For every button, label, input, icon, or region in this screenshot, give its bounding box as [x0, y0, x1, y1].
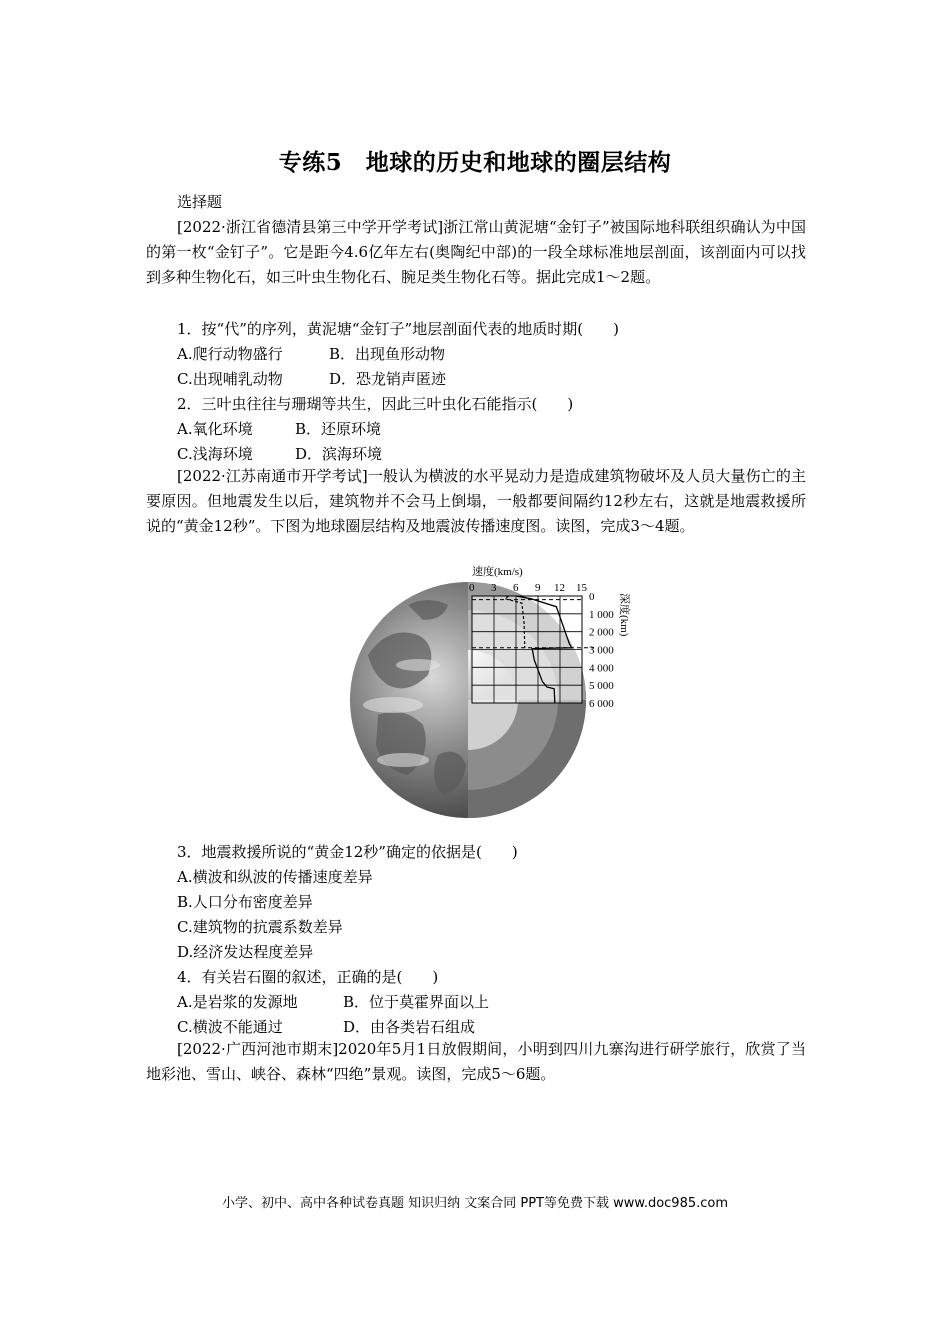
question-1-options-row-1 [177, 343, 446, 364]
question-1-options-row-2 [177, 368, 447, 389]
option-2a: A.氧化环境 [177, 420, 253, 438]
section-heading: 选择题 [177, 193, 223, 211]
option-4a: A.是岩浆的发源地 [177, 993, 298, 1011]
question-3-stem: 3．地震救援所说的“黄金12秒”确定的依据是( ) [177, 843, 518, 861]
option-3d: D.经济发达程度差异 [177, 943, 314, 961]
option-4c: C.横波不能通过 [177, 1018, 283, 1036]
question-4-options-row-1 [177, 991, 490, 1012]
depth-tick-label: 3 000 [589, 644, 614, 657]
depth-tick-label: 0 [589, 591, 595, 603]
depth-tick-label: 5 000 [589, 680, 614, 693]
depth-tick-label: 2 000 [589, 626, 614, 639]
velocity-chart [472, 596, 594, 703]
depth-tick-label: 4 000 [589, 662, 614, 675]
depth-axis-label: 深度(km) [618, 593, 630, 637]
option-2b: B．还原环境 [295, 420, 382, 438]
depth-ticks [589, 591, 614, 710]
option-1c: C.出现哺乳动物 [177, 370, 283, 388]
speed-tick-label: 0 [469, 582, 475, 594]
speed-tick-label: 15 [576, 582, 587, 594]
speed-tick-label: 6 [513, 582, 519, 594]
option-1a: A.爬行动物盛行 [177, 345, 283, 363]
passage-3: [2022·广西河池市期末]2020年5月1日放假期间，小明到四川九寨沟进行研学旅行，欣赏了当地彩池、雪山、峡谷、森林“四绝”景观。读图，完成5～6题。 [146, 1040, 806, 1083]
question-1-stem: 1．按“代”的序列，黄泥塘“金钉子”地层剖面代表的地质时期( ) [177, 320, 619, 338]
question-2-stem: 2．三叶虫往往与珊瑚等共生，因此三叶虫化石能指示( ) [177, 395, 574, 413]
option-3c: C.建筑物的抗震系数差异 [177, 918, 343, 936]
earth-diagram [348, 565, 638, 820]
page-title: 专练5 地球的历史和地球的圈层结构 [278, 149, 672, 176]
question-4-options-row-2 [177, 1016, 476, 1037]
speed-axis-label: 速度(km/s) [472, 566, 523, 578]
option-4b: B．位于莫霍界面以上 [343, 993, 490, 1011]
option-3b: B.人口分布密度差异 [177, 893, 313, 911]
depth-tick-label: 6 000 [589, 698, 614, 710]
passage-2: [2022·江苏南通市开学考试]一般认为横波的水平晃动力是造成建筑物破坏及人员大量伤亡的主要原因。但地震发生以后，建筑物并不会马上倒塌，一般都要间隔约12秒左右，这就是地震救援所说的“黄金12秒”。下图为地球圈层结构及地震波传播速度图。读图，完成3～4题。 [146, 467, 806, 535]
speed-tick-label: 9 [535, 582, 541, 594]
depth-tick-label: 1 000 [589, 608, 614, 621]
option-4d: D．由各类岩石组成 [343, 1018, 476, 1036]
option-1b: B．出现鱼形动物 [329, 345, 446, 363]
option-1d: D．恐龙销声匿迹 [329, 370, 447, 388]
option-3a: A.横波和纵波的传播速度差异 [177, 868, 373, 886]
speed-tick-label: 12 [554, 582, 565, 594]
question-2-options-row-2 [177, 443, 383, 464]
question-2-options-row-1 [177, 418, 382, 439]
earth-structure-figure [348, 565, 638, 820]
option-2d: D．滨海环境 [295, 445, 383, 463]
question-4-stem: 4．有关岩石圈的叙述，正确的是( ) [177, 968, 439, 986]
option-2c: C.浅海环境 [177, 445, 253, 463]
page-footer: 小学、初中、高中各种试卷真题 知识归纳 文案合同 PPT等免费下载 www.doc985.com [221, 1196, 729, 1211]
speed-tick-label: 3 [491, 582, 497, 594]
passage-1: [2022·浙江省德清县第三中学开学考试]浙江常山黄泥塘“金钉子”被国际地科联组织确认为中国的第一枚“金钉子”。它是距今4.6亿年左右(奥陶纪中部)的一段全球标准地层剖面，该剖面内可以找到多种生物化石，如三叶虫生物化石、腕足类生物化石等。据此完成1～2题。 [146, 218, 806, 286]
